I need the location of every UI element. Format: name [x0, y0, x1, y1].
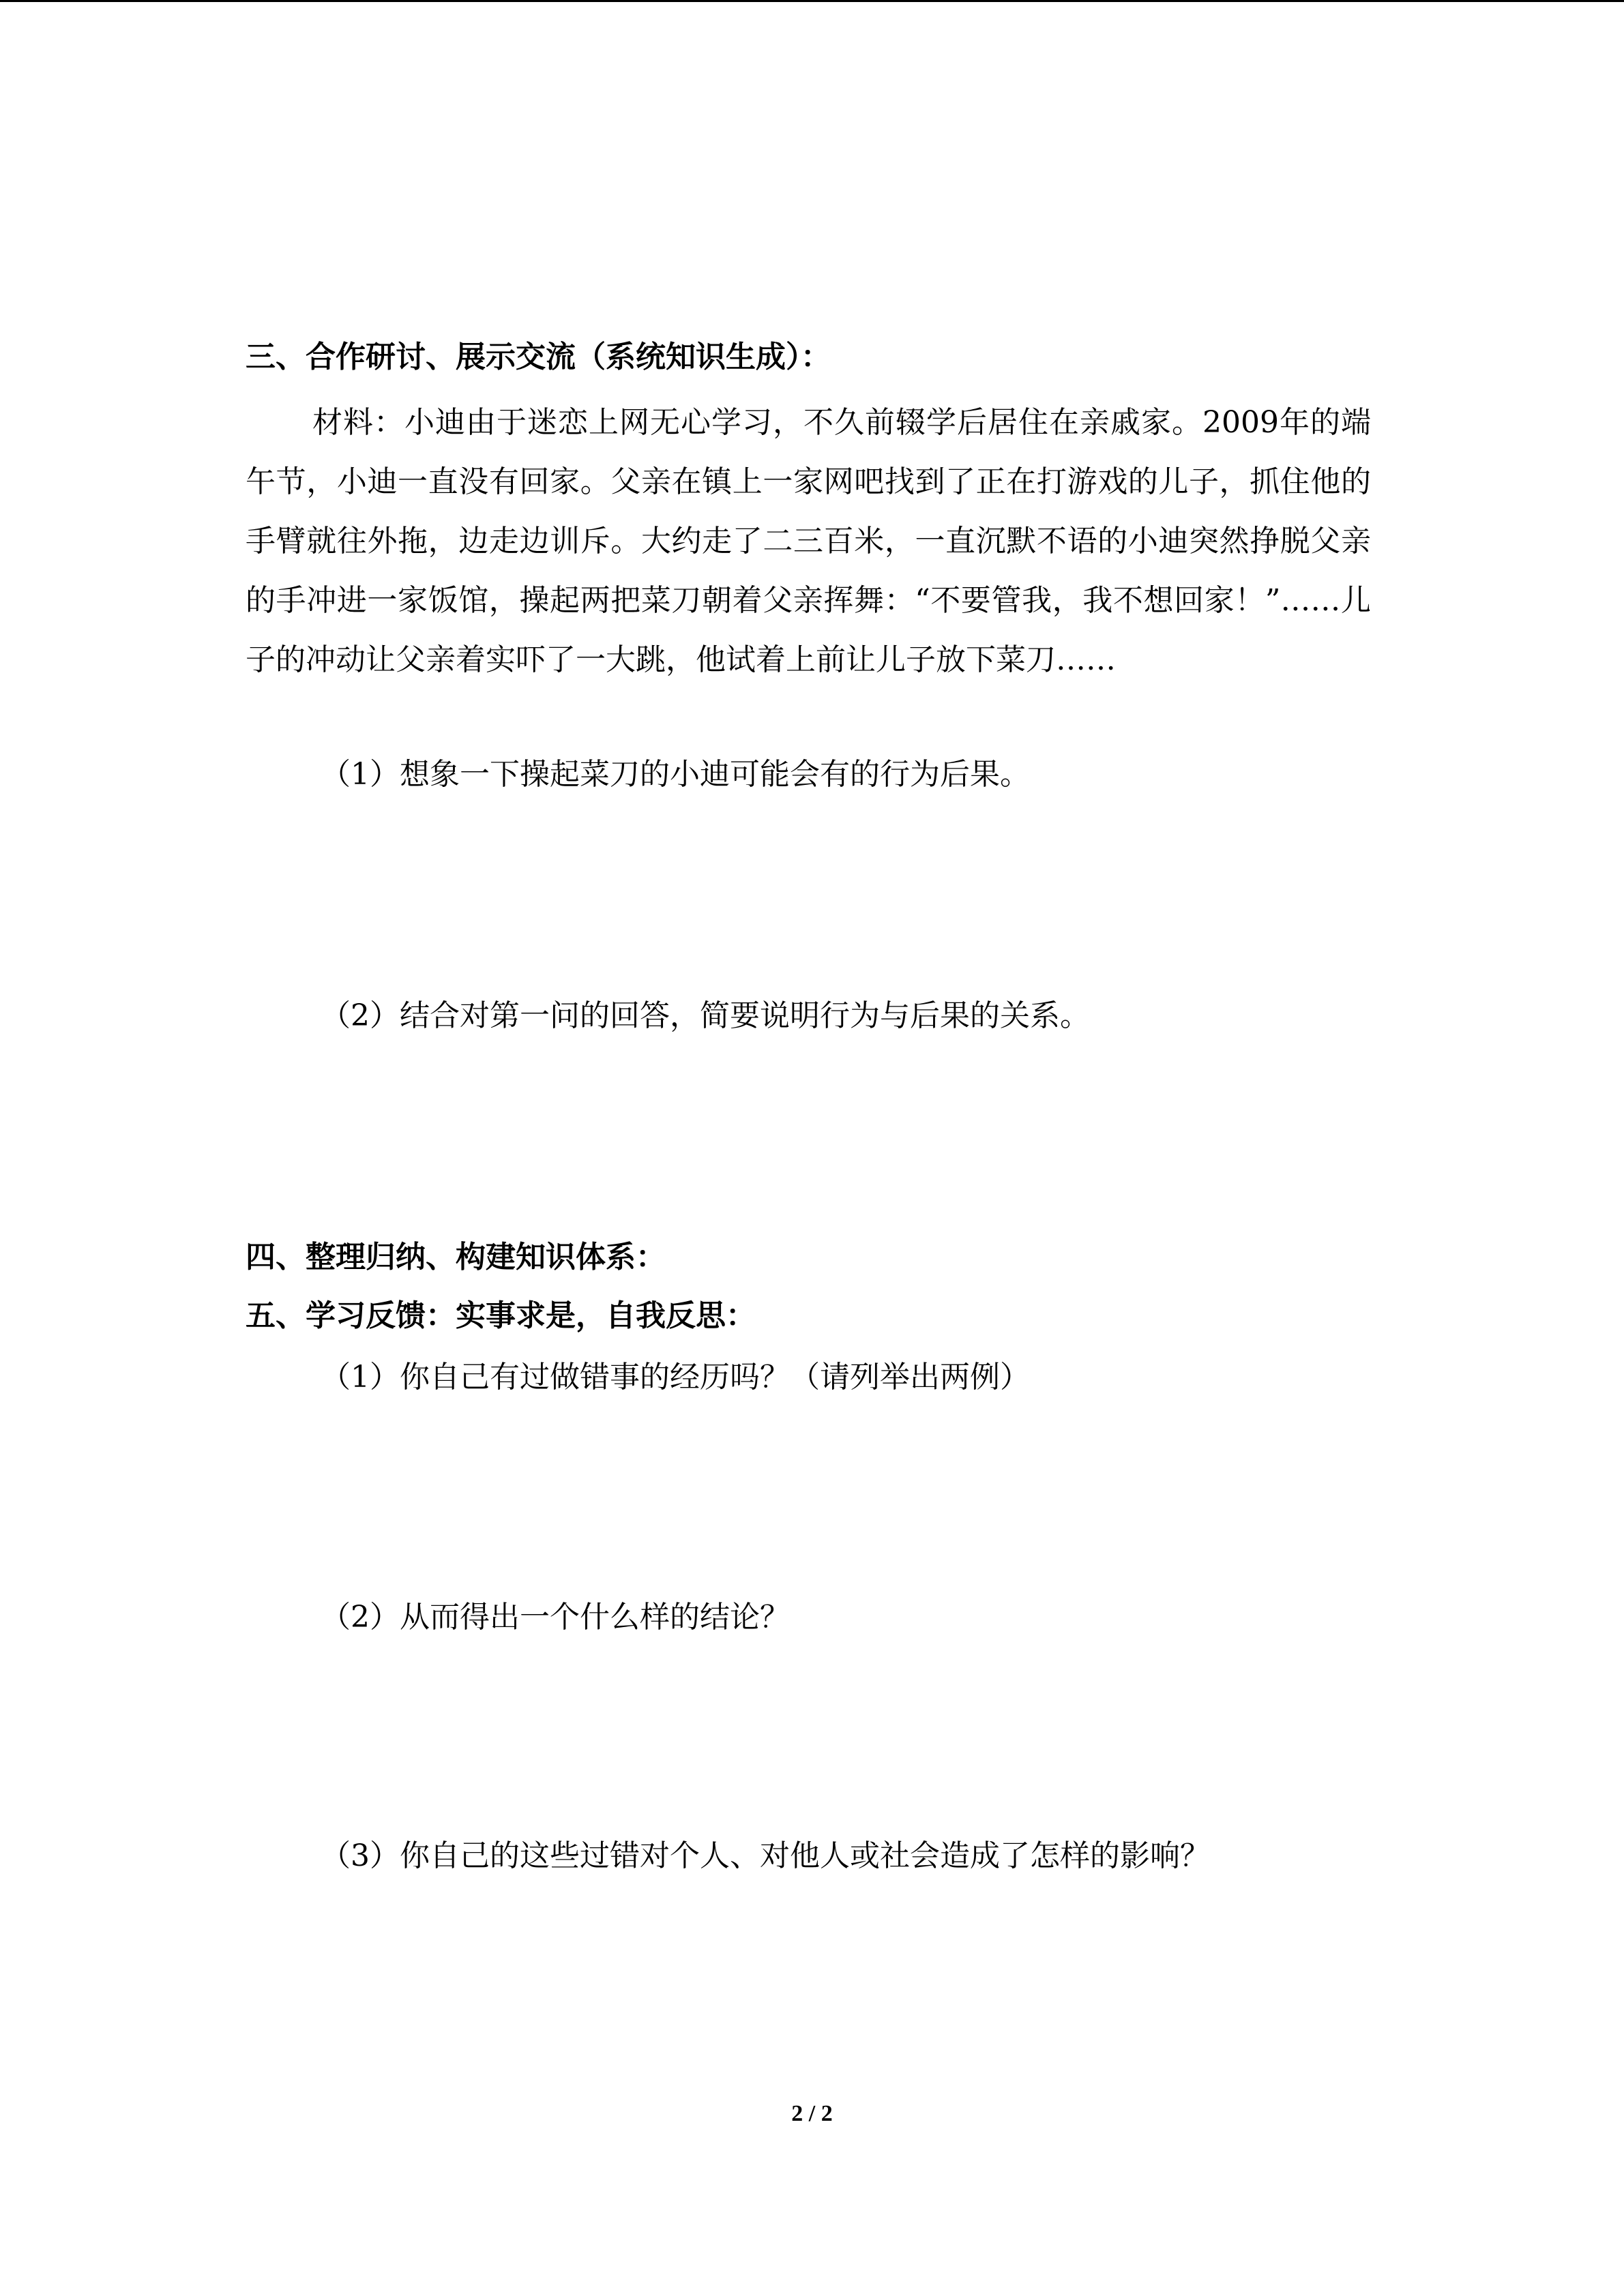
section-3-question-1: （1）想象一下操起菜刀的小迪可能会有的行为后果。 [321, 757, 1030, 792]
section-5-question-1: （1）你自己有过做错事的经历吗？（请列举出两例） [321, 1360, 1030, 1395]
section-5-question-2: （2）从而得出一个什么样的结论？ [321, 1600, 790, 1635]
page-top-border [0, 0, 1624, 2]
section-3-question-2: （2）结合对第一问的回答，简要说明行为与后果的关系。 [321, 998, 1090, 1033]
section-5-question-3: （3）你自己的这些过错对个人、对他人或社会造成了怎样的影响？ [321, 1838, 1210, 1873]
section-5-heading: 五、学习反馈：实事求是，自我反思： [246, 1298, 756, 1333]
section-3-material: 材料：小迪由于迷恋上网无心学习，不久前辍学后居住在亲戚家。2009年的端午节，小迪一直没有回家。父亲在镇上一家网吧找到了正在打游戏的儿子，抓住他的手臂就往外拖，边走边训斥。大约走了二三百米，一直沉默不语的小迪突然挣脱父亲的手冲进一家饭馆，操起两把菜刀朝着父亲挥舞：“不要管我，我不想回家！”……儿子的冲动让父亲着实吓了一大跳，他试着上前让儿子放下菜刀…… [246, 405, 1371, 677]
section-3-heading: 三、合作研讨、展示交流（系统知识生成）： [246, 340, 831, 374]
page-number: 2 / 2 [791, 2101, 833, 2126]
section-4-heading: 四、整理归纳、构建知识体系： [246, 1240, 666, 1274]
